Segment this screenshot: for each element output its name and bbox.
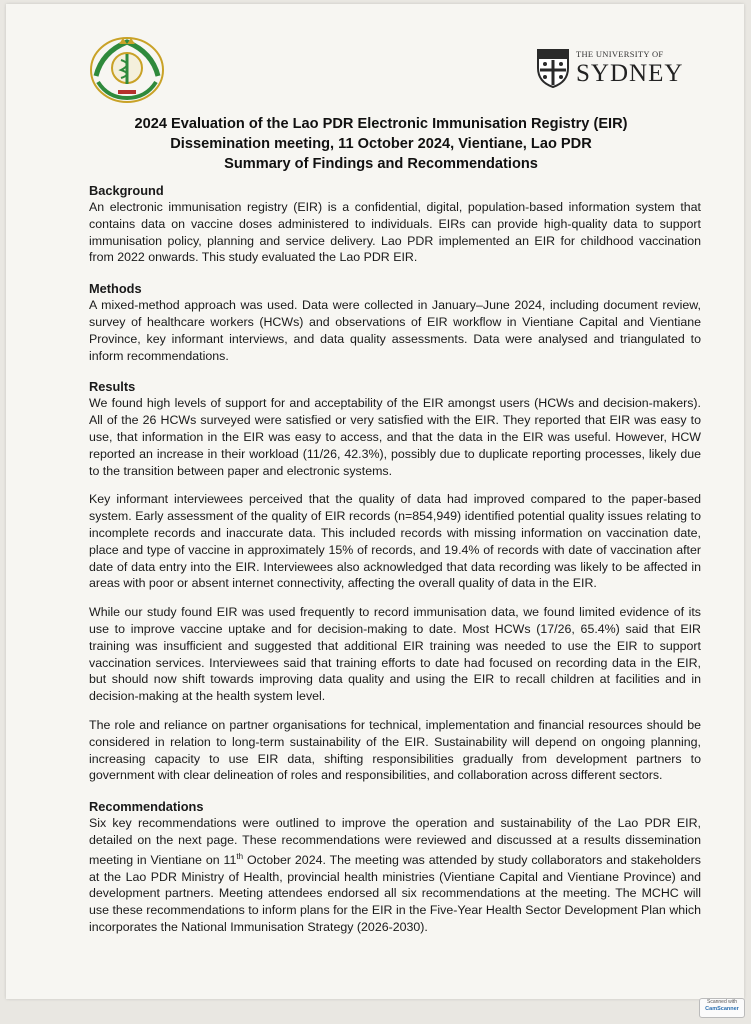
ordinal-suffix: th xyxy=(236,851,244,861)
methods-text: A mixed-method approach was used. Data were collected in January–June 2024, including document review, survey of healthcare workers (HCWs) and observations of EIR workflow in Vientiane Capital and Vientiane Province, key informant interviews, and data quality assessments. Data were analysed and triangulated to inform recommendations. xyxy=(89,298,701,363)
title-line-2: Dissemination meeting, 11 October 2024, Vientiane, Lao PDR xyxy=(170,136,592,152)
recommendations-text-start: Six key recommendations were outlined to improve the operation and sustainability of the Lao PDR EIR, detailed on the next page. These recommendations were reviewed and discussed at a results dissemination meeting in Vientiane on 11 xyxy=(89,816,701,867)
university-name: SYDNEY xyxy=(576,59,684,87)
recommendations-text xyxy=(89,815,701,936)
title-line-1: 2024 Evaluation of the Lao PDR Electronic Immunisation Registry (EIR) xyxy=(134,116,628,132)
university-crest-icon xyxy=(536,48,570,88)
recommendations-heading: Recommendations xyxy=(89,799,204,815)
document-title xyxy=(66,114,696,174)
methods-heading: Methods xyxy=(89,281,142,297)
recommendations-text-end: October 2024. The meeting was attended by study collaborators and stakeholders at the Lao PDR Ministry of Health, provincial health ministries (Vientiane Capital and Vientiane Province) and development partners. Meeting attendees endorsed all six recommendations at the meeting. The MCHC will use these recommendations to inform plans for the EIR in the Five-Year Health Sector Development Plan which incorporates the National Immunisation Strategy (2026-2030). xyxy=(89,852,701,935)
background-text: An electronic immunisation registry (EIR) is a confidential, digital, population-based information system that contains data on vaccine doses administered to individuals. EIRs can provide high-quality data to support immunisation policy, planning and service delivery. Lao PDR implemented an EIR for childhood vaccination from 2022 onwards. This study evaluated the Lao PDR EIR. xyxy=(89,200,701,265)
results-paragraph-4: The role and reliance on partner organisations for technical, implementation and financial resources should be considered in relation to long-term sustainability of the EIR. Sustainability will depend on ongoing planning, increasing capacity to use EIR data, shifting responsibilities gradually from development partners to government with clear delineation of roles and responsibilities, and collaboration across different sectors. xyxy=(89,717,701,783)
background-heading: Background xyxy=(89,183,164,198)
results-paragraph-3: While our study found EIR was used frequently to record immunisation data, we found limited evidence of its use to improve vaccine uptake and for decision-making to date. Most HCWs (17/26, 65.4%) said that EIR training was insufficient and suggested that additional EIR training was needed to use the EIR to support vaccination services. Interviewees said that training efforts to date had focused on recording data in the EIR, but should now shift towards improving data quality and using the EIR to recall children at facilities and in decision-making at the health system level. xyxy=(89,605,701,704)
lao-ministry-emblem-icon xyxy=(88,32,166,104)
scanner-badge xyxy=(699,998,745,1018)
title-line-3: Summary of Findings and Recommendations xyxy=(224,156,538,172)
university-logo xyxy=(536,46,706,90)
document-page xyxy=(6,4,744,999)
scanner-badge-line2: CamScanner xyxy=(705,1006,739,1012)
university-small-label: THE UNIVERSITY OF xyxy=(576,49,664,60)
document-body xyxy=(89,182,701,936)
results-paragraph-2: Key informant interviewees perceived that the quality of data had improved compared to the paper-based system. Early assessment of the quality of EIR records (n=854,949) identified potential quality issues relating to incomplete records and inaccurate data. This included records with missing information on vaccination date, place and type of vaccine in approximately 15% of records, and 19.4% of records with date of vaccination after date of data entry into the EIR. Interviewees also acknowledged that data recording was likely to be affected in areas with poor or absent internet connectivity, affecting the overall quality of data in the EIR. xyxy=(89,492,701,591)
results-paragraph-1: We found high levels of support for and acceptability of the EIR amongst users (HCWs and decision-makers). All of the 26 HCWs surveyed were satisfied or very satisfied with the EIR. They reported that EIR was easy to use, that information in the EIR was easy to access, and that the data in the EIR was useful. However, HCW reported an increase in their workload (11/26, 42.3%), possibly due to duplicate reporting processes, likely due to the transition between paper and electronic systems. xyxy=(89,396,701,478)
scanner-badge-line1: Scanned with xyxy=(706,999,738,1005)
results-heading: Results xyxy=(89,379,136,395)
